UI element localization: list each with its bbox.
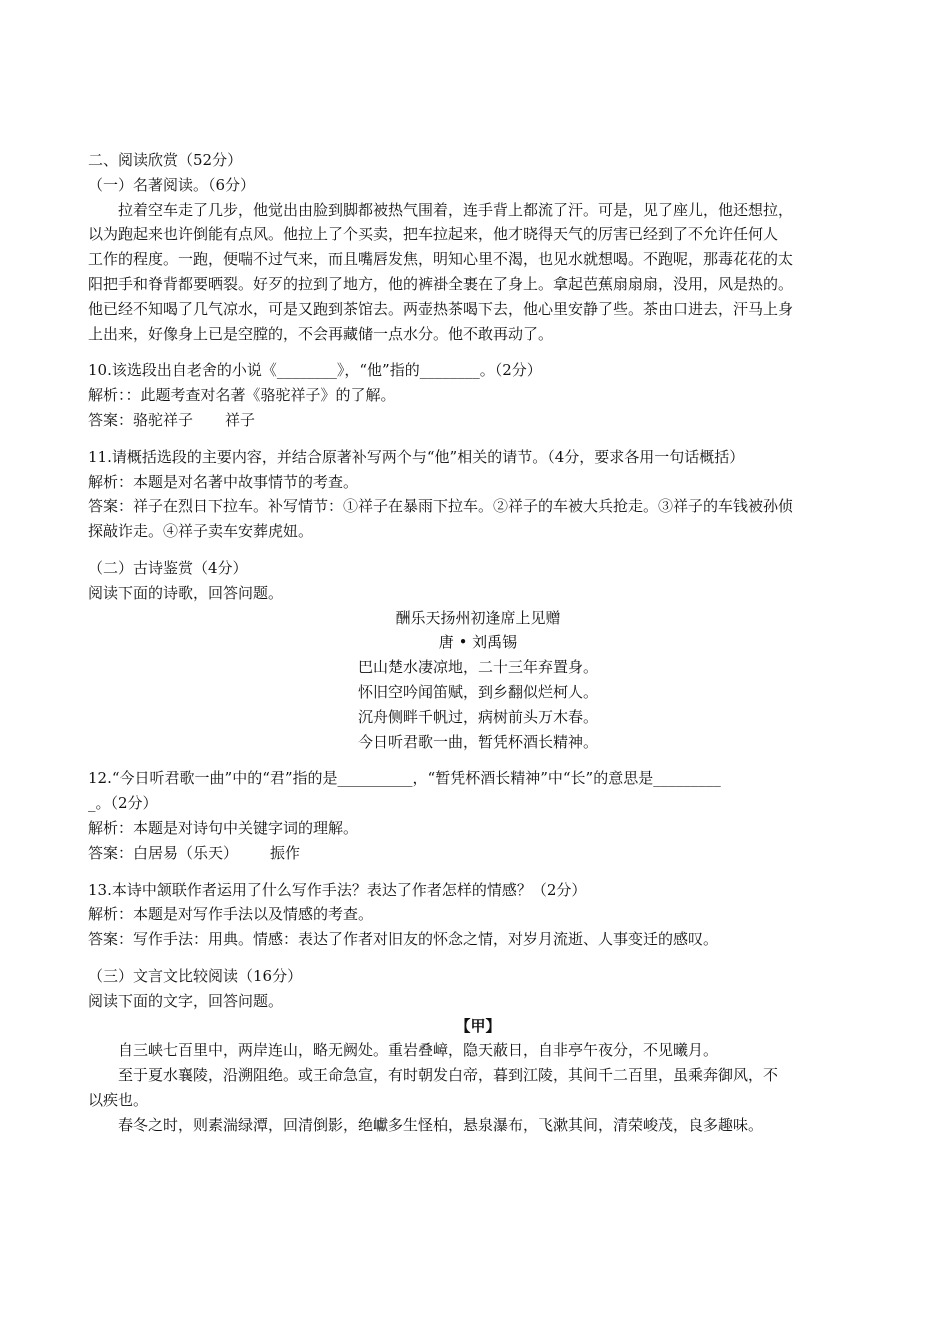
poem-line: 巴山楚水凄凉地，二十三年弃置身。 bbox=[357, 658, 598, 677]
answer-12-main: 答案：白居易（乐天） bbox=[88, 843, 239, 862]
passage-line: 上出来，好像身上已是空膛的，不会再藏储一点水分。他不敢再动了。 bbox=[88, 324, 554, 343]
answer-11-line2: 探敲诈走。④祥子卖车安葬虎妞。 bbox=[88, 522, 314, 541]
answer-13: 答案：写作手法：用典。情感：表达了作者对旧友的怀念之情，对岁月流逝、人事变迁的感叹。 bbox=[88, 930, 719, 949]
question-11: 11.请概括选段的主要内容，并结合原著补写两个与“他”相关的请节。（4分，要求各用一句话概括） bbox=[88, 447, 745, 466]
passage-line: 拉着空车走了几步，他觉出由脸到脚都被热气围着，连手背上都流了汗。可是，见了座儿，他还想拉， bbox=[118, 200, 794, 219]
answer-12 bbox=[88, 841, 868, 866]
classical-line: 至于夏水襄陵，沿溯阻绝。或王命急宣，有时朝发白帝，暮到江陵，其间千二百里，虽乘奔御风，不 bbox=[118, 1066, 779, 1085]
answer-10 bbox=[88, 408, 868, 433]
question-12-line2: _。（2分） bbox=[88, 794, 158, 813]
analysis-12: 解析：本题是对诗句中关键字词的理解。 bbox=[88, 818, 359, 837]
question-12-line1: 12.“今日听君歌一曲”中的“君”指的是__________，“暂凭杯酒长精神”中“长”的意思是_________ bbox=[88, 769, 721, 788]
poem-line: 怀旧空吟闻笛赋，到乡翻似烂柯人。 bbox=[357, 682, 598, 701]
analysis-10: 解析：：此题考查对名著《骆驼祥子》的了解。 bbox=[88, 386, 396, 405]
poem-line: 沉舟侧畔千帆过，病树前头万木春。 bbox=[357, 707, 598, 726]
answer-12-extra: 振作 bbox=[270, 843, 301, 862]
classical-line: 以疾也。 bbox=[88, 1090, 149, 1109]
answer-11-line1: 答案：祥子在烈日下拉车。补写情节：①祥子在暴雨下拉车。②祥子的车被大兵抢走。③祥子的车钱被孙侦 bbox=[88, 497, 794, 516]
passage-line: 工作的程度。一跑，便喘不过气来，而且嘴唇发焦，明知心里不渴，也见水就想喝。不跑呢，那毒花花的太 bbox=[88, 250, 794, 269]
answer-10-main: 答案：骆驼祥子 bbox=[88, 410, 194, 429]
poem-author: 唐 • 刘禹锡 bbox=[438, 633, 518, 652]
part3-title: （三）文言文比较阅读（16分） bbox=[88, 966, 303, 985]
part1-title: （一）名著阅读。（6分） bbox=[88, 175, 256, 194]
classical-line: 春冬之时，则素湍绿潭，回清倒影，绝巘多生怪柏，悬泉瀑布，飞漱其间，清荣峻茂，良多趣味。 bbox=[118, 1115, 764, 1134]
section-title: 二、阅读欣赏（52分） bbox=[88, 151, 243, 169]
poem-title: 酬乐天扬州初逢席上见赠 bbox=[395, 608, 561, 627]
answer-10-extra: 祥子 bbox=[225, 410, 256, 429]
analysis-13: 解析：本题是对写作手法以及情感的考查。 bbox=[88, 905, 374, 924]
analysis-11: 解析：本题是对名著中故事情节的考查。 bbox=[88, 472, 359, 491]
part2-title: （二）古诗鉴赏（4分） bbox=[88, 558, 248, 577]
passage-line: 以为跑起来也许倒能有点风。他拉上了个买卖，把车拉起来，他才晓得天气的厉害已经到了不允许任何人 bbox=[88, 225, 779, 244]
poem-line: 今日听君歌一曲，暂凭杯酒长精神。 bbox=[357, 732, 598, 751]
part2-instruction: 阅读下面的诗歌，回答问题。 bbox=[88, 583, 284, 602]
passage-line: 他已经不知喝了几气凉水，可是又跑到茶馆去。两壶热茶喝下去，他心里安静了些。茶由口进去，汗马上身 bbox=[88, 299, 794, 318]
classical-line: 自三峡七百里中，两岸连山，略无阙处。重岩叠嶂，隐天蔽日，自非亭午夜分，不见曦月。 bbox=[118, 1041, 719, 1060]
question-10: 10.该选段出自老舍的小说《________》，“他”指的________。（2分） bbox=[88, 361, 542, 380]
question-13: 13.本诗中颔联作者运用了什么写作手法？表达了作者怎样的情感？（2分） bbox=[88, 880, 587, 899]
heading-jia: 【甲】 bbox=[455, 1016, 501, 1035]
exam-page bbox=[88, 148, 868, 1137]
part3-instruction: 阅读下面的文字，回答问题。 bbox=[88, 991, 284, 1010]
passage-line: 阳把手和脊背都要晒裂。好歹的拉到了地方，他的裤褂全裹在了身上。拿起芭蕉扇扇扇，没用，风是热的。 bbox=[88, 274, 794, 293]
